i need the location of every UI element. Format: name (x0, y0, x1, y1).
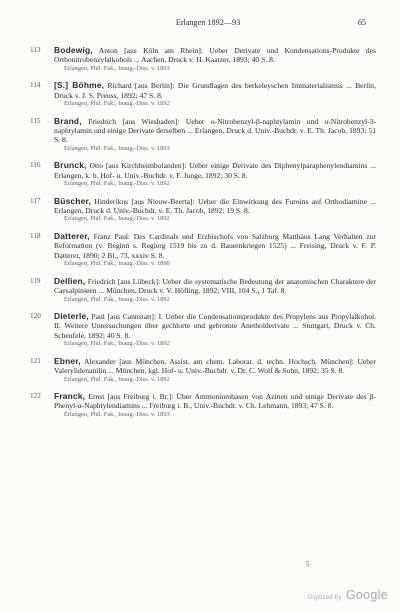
entry-text: Franz Paul: Des Cardinals und Erzbischofs von Salzburg Matthäus Lang Verhalten zur Reformation (v. Beginn s. Regierg 1519 bis zu d. Bauernkriegen 1525) ... Freising, Druck v. F. P. Datterer, 1890; 2 Bl., 73, xxxiv S. 8. (54, 231, 376, 260)
entry-note: Erlangen, Phil. Fak., Inaug.-Diss. v. 1892 (64, 375, 170, 383)
entry-number: 116 (30, 161, 41, 170)
entry-text: Anton [aus Köln am Rhein]: Ueber Derivate und Kondensations-Produkte des Orthonitrobenzylalkohols ... Aachen, Druck v. H. Kaatzer, 1893; 40 S. 8. (54, 46, 376, 65)
google-logo: Google (345, 588, 388, 602)
watermark-prefix: Digitized by (308, 595, 342, 601)
author-surname: Dellien, (54, 275, 86, 286)
entry-citation (54, 81, 376, 100)
entry-text: Friedrich [aus Wiesbaden]: Ueber o-Nitrobenzyl-β-naphtylamin und o-Nitrobenzyl-3-naphtylamin und einige Derivate derselben ... Erlangen, Druck d. Univ.-Buchdr. v. E. Th. Jacob, 1893; 51 S. 8. (54, 116, 376, 145)
bibliography-entry (30, 81, 376, 108)
entry-citation (54, 277, 376, 296)
author-surname: Bodewig, (54, 45, 93, 55)
entry-citation (54, 46, 376, 65)
entry-text: Hinderikus [aus Nieuw-Beerta]: Ueber die Einwirkung des Furoins auf Orthodiamine ... Erlangen, Druck d. Univ.-Buchdr. v. E. Th. Jacob, 1892; 19 S. 8. (54, 196, 376, 216)
bibliography-entry (30, 232, 376, 268)
entry-number: 113 (30, 46, 41, 54)
entry-citation (54, 161, 376, 180)
author-surname: Büscher, (54, 195, 91, 206)
author-surname: Franck, (54, 391, 86, 402)
entry-note: Erlangen, Phil. Fak., Inaug.-Diss. v. 1892 (64, 295, 170, 303)
running-title: Erlangen 1892—93 (175, 18, 241, 27)
entry-number: 117 (30, 196, 41, 205)
bibliography-entry (30, 161, 376, 188)
entry-number: 119 (30, 276, 41, 285)
bibliography-entry (30, 277, 376, 304)
bibliography-entry (30, 197, 376, 224)
author-surname: [S.] Böhme, (54, 80, 105, 91)
page-number: 65 (357, 18, 366, 27)
bibliography-entry (30, 357, 376, 384)
signature-mark: 5 (306, 560, 310, 568)
author-surname: Dieterle, (54, 311, 89, 321)
entry-number: 122 (30, 392, 41, 401)
entry-number: 120 (30, 312, 41, 320)
entry-number: 118 (30, 231, 41, 240)
entry-text: Ernst [aus Freiburg i. Br.]: Über Ammoniumbasen von Azinen und einige Derivate des β-Phenyl-α-Naphtylendiamins ... Freiburg i. B., Univ.-Buchdr. v. Ch. Lehmann, 1893; 47 S. 8. (54, 392, 376, 411)
bibliography-entry (30, 312, 376, 348)
author-surname: Datterer, (54, 230, 90, 241)
author-surname: Ebner, (54, 355, 81, 366)
entry-citation (54, 117, 376, 145)
bibliography-entry (30, 392, 376, 419)
entry-citation (54, 197, 376, 216)
author-surname: Brunck, (54, 160, 87, 171)
google-watermark (308, 586, 388, 604)
entry-text: Richard [aus Berlin]: Die Grundlagen des berkeleyschen Immaterialismus ... Berlin, Druck v. J. S. Preuss, 1892; 47 S. 8. (54, 81, 376, 100)
entry-text: Alexander [aus München, Assist. am chem. Laborat. d. techn. Hochsch. München]: Ueber Valerylidenanilin ... München, kgl. Hof- u. Univ.-Buchdr. v. Dr. C. Wolf & Sohn, 1892; 35 S. 8. (54, 356, 376, 376)
entry-note: Erlangen, Phil. Fak., Inaug.-Diss. v. 1890 (64, 260, 170, 268)
entry-text: Paul [aus Cannstatt]: I. Ueber die Condensationsprodukte des Propylens aus Propylalkohol. II. Weitere Untersuchungen über gechlorte und gebromte Anetholderivate ... Stuttgart, Druck v. Ch. Scheufele, 1892; 40 S. 8. (54, 312, 376, 340)
entry-number: 115 (30, 116, 41, 125)
entry-note: Erlangen, Phil. Fak., Inaug.-Diss. v. 1893 (64, 64, 170, 72)
entry-citation (54, 232, 376, 260)
bibliography-entry (30, 117, 376, 153)
entry-text: Otto [aus Kirchheimbolanden]: Ueber einige Derivate des Diphenylparaphenylendiamins ... Erlangen, k. b. Hof- u. Univ.-Buchdr. v. F. Junge, 1892; 30 S. 8. (54, 161, 376, 180)
author-surname: Brand, (54, 115, 82, 126)
entry-note: Erlangen, Phil. Fak., Inaug.-Diss. v. 1892 (64, 100, 170, 108)
entry-citation (54, 357, 376, 376)
entry-citation (54, 312, 376, 340)
entry-note: Erlangen, Phil. Fak., Inaug.-Diss. v. 1892 (64, 340, 170, 348)
entry-list (30, 46, 376, 427)
entry-citation (54, 392, 376, 411)
entry-note: Erlangen, Phil. Fak., Inaug.-Diss. v. 1892 (64, 215, 170, 223)
bibliography-entry (30, 46, 376, 73)
entry-note: Erlangen, Phil. Fak., Inaug.-Diss. v. 1893 (64, 410, 170, 418)
entry-note: Erlangen, Phil. Fak., Inaug.-Diss. v. 1893 (64, 144, 170, 152)
entry-note: Erlangen, Phil. Fak., Inaug.-Diss. v. 1892 (64, 180, 170, 188)
entry-text: Friedrich [aus Lübeck]: Ueber die systematische Bedeutung der anatomischen Charaktere der Caesalpinieen ... München, Druck v. V. Höfling, 1892; VIII, 104 S., 1 Taf. 8. (54, 276, 376, 296)
entry-number: 121 (30, 356, 41, 365)
entry-number: 114 (30, 81, 41, 90)
